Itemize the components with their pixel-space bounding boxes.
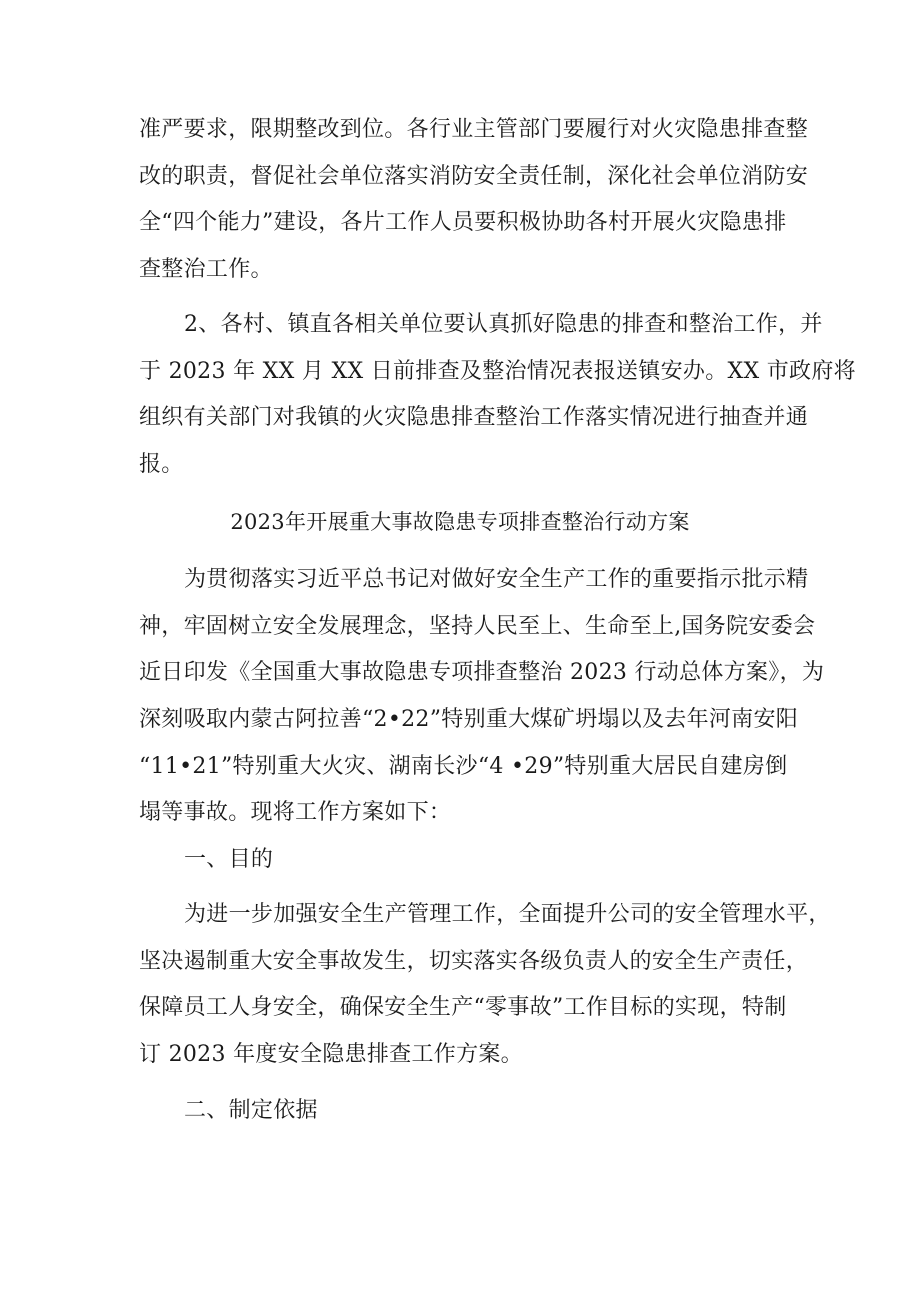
text-line: 为进一步加强安全生产管理工作，全面提升公司的安全管理水平， bbox=[184, 902, 831, 927]
text-line: 保障员工人身安全，确保安全生产“零事故”工作目标的实现，特制 bbox=[139, 995, 787, 1020]
text-line: 塌等事故。现将工作方案如下： bbox=[139, 800, 452, 825]
text-line: 为贯彻落实习近平总书记对做好安全生产工作的重要指示批示精 bbox=[184, 567, 809, 592]
text-line: 于 2023 年 XX 月 XX 日前排查及整治情况表报送镇安办。XX 市政府将 bbox=[139, 359, 856, 384]
text-line: “11•21”特别重大火灾、湖南长沙“4 •29”特别重大居民自建房倒 bbox=[139, 754, 788, 779]
text-line: 近日印发《全国重大事故隐患专项排查整治 2023 行动总体方案》，为 bbox=[139, 660, 825, 685]
text-line: 全“四个能力”建设，各片工作人员要积极协助各村开展火灾隐患排 bbox=[139, 210, 787, 235]
text-line: 坚决遏制重大安全事故发生，切实落实各级负责人的安全生产责任， bbox=[139, 949, 809, 974]
text-line: 2、各村、镇直各相关单位要认真抓好隐患的排查和整治工作，并 bbox=[184, 312, 823, 337]
section-heading: 一、目的 bbox=[184, 847, 274, 872]
text-line: 神，牢固树立安全发展理念，坚持人民至上、生命至上,国务院安委会 bbox=[139, 614, 816, 639]
text-line: 订 2023 年度安全隐患排查工作方案。 bbox=[139, 1042, 523, 1067]
text-line: 深刻吸取内蒙古阿拉善“2•22”特别重大煤矿坍塌以及去年河南安阳 bbox=[139, 707, 799, 732]
text-line: 准严要求，限期整改到位。各行业主管部门要履行对火灾隐患排查整 bbox=[139, 117, 809, 142]
section-heading: 二、制定依据 bbox=[184, 1098, 318, 1123]
text-line: 改的职责，督促社会单位落实消防安全责任制，深化社会单位消防安 bbox=[139, 164, 809, 189]
text-line: 报。 bbox=[139, 452, 184, 477]
text-line: 组织有关部门对我镇的火灾隐患排查整治工作落实情况进行抽查并通 bbox=[139, 405, 809, 430]
text-line: 查整治工作。 bbox=[139, 257, 273, 282]
section-title: 2023年开展重大事故隐患专项排查整治行动方案 bbox=[230, 510, 690, 534]
